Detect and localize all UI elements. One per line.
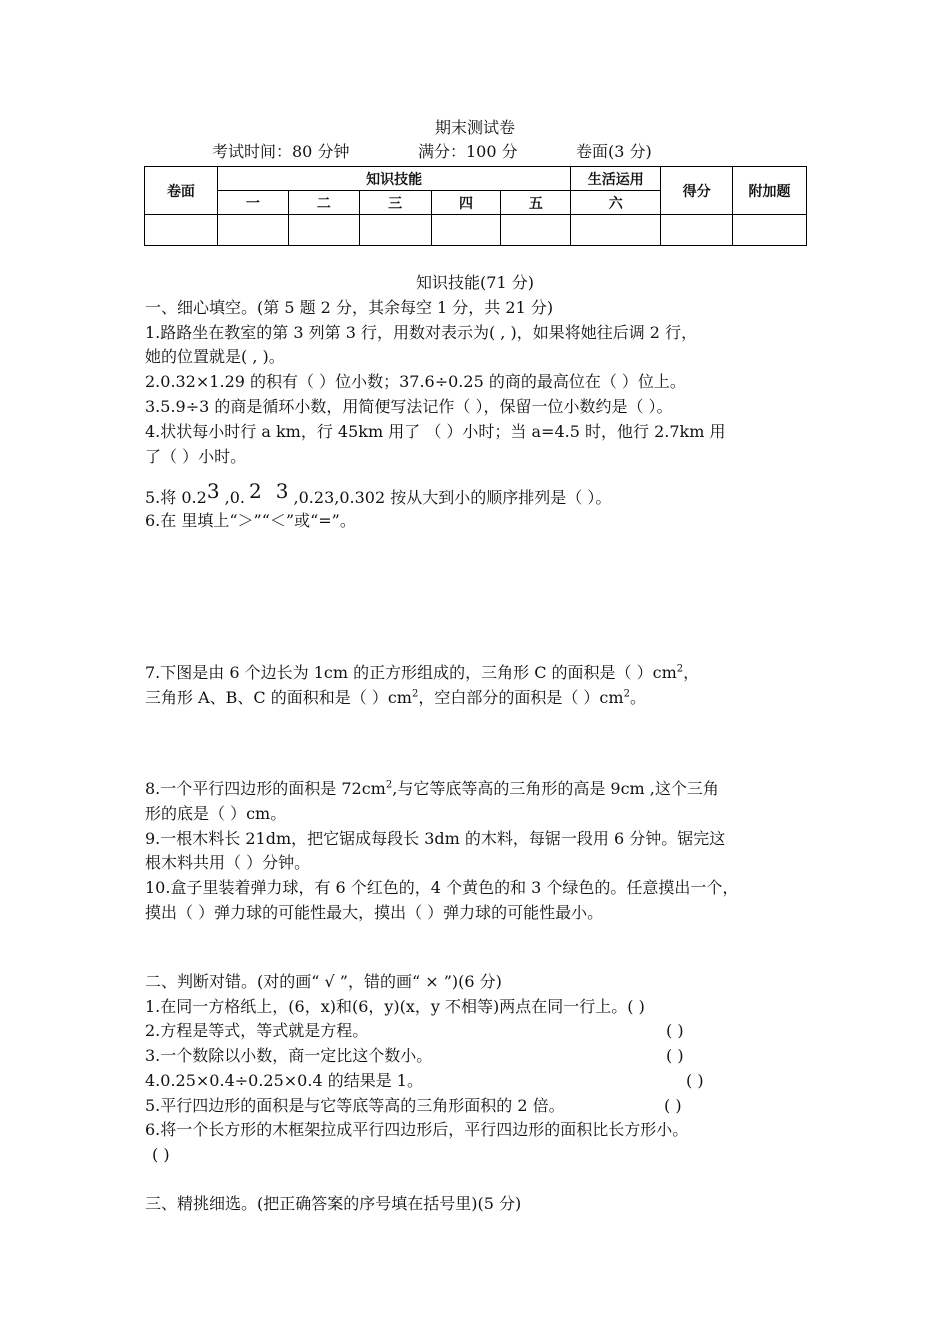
exam-time: 考试时间：80 分钟 <box>212 142 350 161</box>
judge-q6-line1: 6.将一个长方形的木框架拉成平行四边形后，平行四边形的面积比长方形小。 <box>145 1120 689 1139</box>
section-title: 知识技能(71 分) <box>416 273 534 292</box>
score-header-juanmian: 卷面 <box>145 167 218 215</box>
q8-line2: 形的底是（ ）cm。 <box>145 804 287 823</box>
q2: 2.0.32×1.29 的积有（ ）位小数；37.6÷0.25 的商的最高位在（ ）位上。 <box>145 372 686 391</box>
q5 <box>145 479 612 508</box>
score-cell[interactable] <box>571 215 661 246</box>
q9-line1: 9.一根木料长 21dm，把它锯成每段长 3dm 的木料，每锯一段用 6 分钟。锯完这 <box>145 829 726 848</box>
judge-q5: 5.平行四边形的面积是与它等底等高的三角形面积的 2 倍。 <box>145 1096 565 1115</box>
score-header-fujia: 附加题 <box>733 167 807 215</box>
q7-line2-sup2: 2 <box>623 688 630 700</box>
score-col-5: 五 <box>501 191 571 215</box>
q5-mid: ,0. <box>219 488 245 507</box>
q5-repeat-digit-1: 3 <box>206 479 220 503</box>
judge-q4: 4.0.25×0.4÷0.25×0.4 的结果是 1。 <box>145 1071 423 1090</box>
q9-line2: 根木料共用（ ）分钟。 <box>145 853 311 872</box>
judge-q4-answer[interactable]: ( ) <box>686 1071 704 1090</box>
q6: 6.在 里填上“＞”“＜”或“=”。 <box>145 511 356 530</box>
q7-line1-text: 7.下图是由 6 个边长为 1cm 的正方形组成的，三角形 C 的面积是（ ）cm <box>145 663 677 682</box>
q5-repeat-digit-3: 3 <box>275 479 289 503</box>
exam-title: 期末测试卷 <box>434 118 515 137</box>
score-col-6: 六 <box>571 191 661 215</box>
judge-q5-answer[interactable]: ( ) <box>664 1096 682 1115</box>
q7-line2 <box>145 688 646 708</box>
score-col-4: 四 <box>431 191 501 215</box>
score-cell[interactable] <box>145 215 218 246</box>
score-cell[interactable] <box>733 215 807 246</box>
score-cell[interactable] <box>359 215 431 246</box>
score-cell[interactable] <box>288 215 359 246</box>
score-cell[interactable] <box>501 215 571 246</box>
judge-q2: 2.方程是等式，等式就是方程。 <box>145 1021 369 1040</box>
q5-prefix: 5.将 0.2 <box>145 488 207 507</box>
q5-rest: ,0.23,0.302 按从大到小的顺序排列是（ ）。 <box>288 488 612 507</box>
q7-line1-end: ， <box>683 663 700 682</box>
judge-q6-answer[interactable]: ( ) <box>152 1145 170 1164</box>
q7-line1-sup: 2 <box>676 663 684 675</box>
judge-q3: 3.一个数除以小数，商一定比这个数小。 <box>145 1046 433 1065</box>
score-cell[interactable] <box>217 215 288 246</box>
q1-line1: 1.路路坐在教室的第 3 列第 3 行，用数对表示为( , )，如果将她往后调 2 行， <box>145 323 698 342</box>
score-header-shenghuo: 生活运用 <box>571 167 661 191</box>
q4-line2: 了（ ）小时。 <box>145 447 247 466</box>
score-col-2: 二 <box>288 191 359 215</box>
score-col-3: 三 <box>359 191 431 215</box>
score-col-1: 一 <box>217 191 288 215</box>
part2-heading: 二、判断对错。(对的画“ √ ”，错的画“ × ”)(6 分) <box>145 972 502 991</box>
judge-q2-answer[interactable]: ( ) <box>666 1021 684 1040</box>
score-table <box>144 166 807 246</box>
q8-line1-sup: 2 <box>385 779 393 791</box>
q7-line2-sup1: 2 <box>411 688 419 700</box>
exam-full-score: 满分：100 分 <box>418 142 518 161</box>
exam-neat-score: 卷面(3 分) <box>576 142 652 161</box>
q10-line1: 10.盒子里装着弹力球，有 6 个红色的，4 个黄色的和 3 个绿色的。任意摸出一个， <box>145 878 739 897</box>
q3: 3.5.9÷3 的商是循环小数，用简便写法记作（ ），保留一位小数约是（ ）。 <box>145 397 673 416</box>
q8-line1-text: 8.一个平行四边形的面积是 72cm <box>145 779 386 798</box>
q4-line1: 4.状状每小时行 a km，行 45km 用了 （ ）小时；当 a=4.5 时，他行 2.7km 用 <box>145 422 726 441</box>
q10-line2: 摸出（ ）弹力球的可能性最大，摸出（ ）弹力球的可能性最小。 <box>145 903 604 922</box>
q7-line2-end: 。 <box>629 688 646 707</box>
part1-heading: 一、细心填空。(第 5 题 2 分，其余每空 1 分，共 21 分) <box>145 298 554 317</box>
q7-line1 <box>145 663 699 683</box>
q7-line2-mid: ，空白部分的面积是（ ）cm <box>418 688 624 707</box>
judge-q3-answer[interactable]: ( ) <box>666 1046 684 1065</box>
q8-line1-end: ,与它等底等高的三角形的高是 9cm ,这个三角 <box>392 779 719 798</box>
score-header-defen: 得分 <box>661 167 733 215</box>
q1-line2: 她的位置就是( , )。 <box>145 347 285 366</box>
part3-heading: 三、精挑细选。(把正确答案的序号填在括号里)(5 分) <box>145 1194 522 1213</box>
judge-q1: 1.在同一方格纸上，(6，x)和(6，y)(x，y 不相等)两点在同一行上。( ) <box>145 997 645 1016</box>
q5-repeat-digit-2: 2 <box>248 479 262 503</box>
score-cell[interactable] <box>661 215 733 246</box>
score-cell[interactable] <box>431 215 501 246</box>
q7-line2-text: 三角形 A、B、C 的面积和是（ ）cm <box>145 688 412 707</box>
score-header-zhishi: 知识技能 <box>217 167 570 191</box>
q8-line1 <box>145 779 719 799</box>
